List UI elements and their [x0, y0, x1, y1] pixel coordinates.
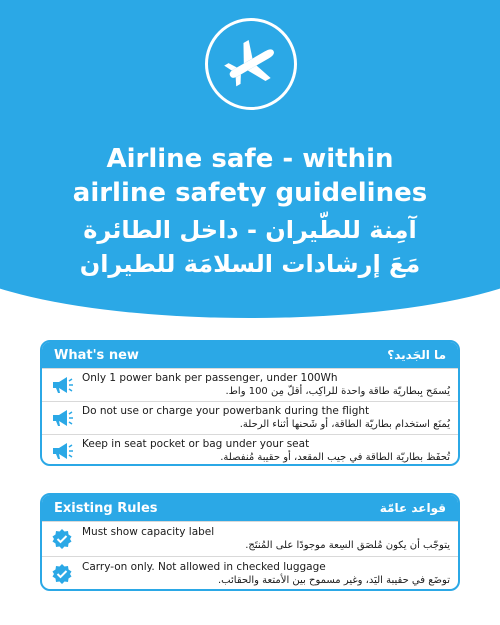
item-text-ar: توضَع في حقيبة اليَد، وغير مسموح بين الأمتعة والحقائب.: [218, 575, 450, 586]
airplane-badge: [205, 18, 297, 110]
hero-title-line-1: Airline safe - within: [106, 144, 394, 174]
whats-new-card: [40, 340, 460, 466]
item-text-ar: تُحفَظ بطاريّة الطاقة في جيب المقعد، أو حقيبة مُنفصلة.: [220, 452, 450, 463]
list-item: [42, 368, 458, 401]
existing-rules-title: Existing Rules: [54, 500, 158, 516]
check-badge-icon: [51, 528, 73, 550]
hero-title: [0, 142, 500, 210]
existing-rules-header: [42, 495, 458, 521]
hero-title-ar-line-1: آمِنة للطّيران - داخل الطائرة: [83, 216, 417, 244]
list-item: [42, 434, 458, 466]
item-text-ar: يُمنَع استخدام بطاريّة الطاقة، أو شَحنها أثناء الرحلة.: [239, 419, 450, 430]
hero-title-arabic: [0, 213, 500, 281]
megaphone-icon: [50, 375, 74, 395]
item-text-en: Do not use or charge your powerbank during the flight: [82, 405, 370, 417]
list-item: [42, 521, 458, 556]
existing-rules-title-ar: قواعد عامّة: [379, 501, 446, 515]
megaphone-icon: [50, 441, 74, 461]
airplane-icon: [221, 34, 281, 94]
whats-new-title: What's new: [54, 347, 139, 363]
item-text-ar: يُسمَح بِبطاريّة طاقة واحدة للراكِب، أقلّ مِن 100 واط.: [225, 386, 450, 397]
whats-new-title-ar: ما الجَديد؟: [387, 348, 446, 362]
item-text-en: Only 1 power bank per passenger, under 100Wh: [82, 372, 338, 384]
hero-title-line-2: airline safety guidelines: [72, 178, 428, 208]
list-item: [42, 401, 458, 434]
item-text-ar: يتوجّب أن يكون مُلصَق السِعة موجودًا على المُنتَج.: [245, 540, 450, 551]
check-badge-icon: [51, 563, 73, 585]
existing-rules-card: [40, 493, 460, 591]
hero-title-ar-line-2: مَعَ إرشادات السلامَة للطيران: [79, 250, 421, 278]
megaphone-icon: [50, 408, 74, 428]
whats-new-header: [42, 342, 458, 368]
list-item: [42, 556, 458, 591]
item-text-en: Carry-on only. Not allowed in checked luggage: [82, 561, 326, 573]
item-text-en: Keep in seat pocket or bag under your seat: [82, 438, 310, 450]
item-text-en: Must show capacity label: [82, 526, 215, 538]
